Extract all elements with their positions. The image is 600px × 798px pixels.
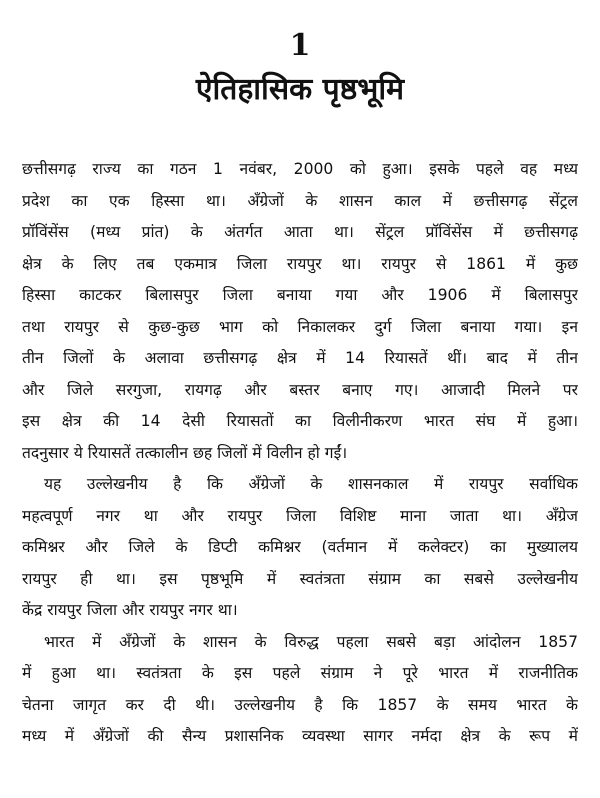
paragraph-1	[22, 154, 578, 469]
text-line: तथा रायपुर से कुछ-कुछ भाग को निकालकर दुर्ग जिला बनाया गया। इन	[22, 317, 578, 336]
text-line: प्रॉविंसेंस (मध्य प्रांत) के अंतर्गत आता था। सेंट्रल प्रॉविंसेंस में छत्तीसगढ़	[22, 223, 578, 241]
text-line: और जिले सरगुजा, रायगढ़ और बस्तर बनाए गए। आजादी मिलने पर	[22, 380, 578, 399]
text-line: केंद्र रायपुर जिला और रायपुर नगर था।	[22, 601, 238, 619]
text-line: महत्वपूर्ण नगर था और रायपुर जिला विशिष्ट माना जाता था। अँग्रेज	[22, 506, 578, 525]
text-line: मध्य में अँग्रेजों की सैन्य प्रशासनिक व्यवस्था सागर नर्मदा क्षेत्र के रूप में	[22, 727, 578, 745]
text-line: चेतना जागृत कर दी थी। उल्लेखनीय है कि 1857 के समय भारत के	[22, 695, 578, 714]
paragraph-2	[22, 469, 578, 627]
text-line: हिस्सा काटकर बिलासपुर जिला बनाया गया और 1906 में बिलासपुर	[22, 286, 578, 304]
text-line: में हुआ था। स्वतंत्रता के इस पहले संग्राम ने पूरे भारत में राजनीतिक	[22, 664, 578, 682]
text-line: प्रदेश का एक हिस्सा था। अँग्रेजों के शासन काल में छत्तीसगढ़ सेंट्रल	[22, 191, 578, 210]
text-line: रायपुर ही था। इस पृष्ठभूमि में स्वतंत्रता संग्राम का सबसे उल्लेखनीय	[22, 569, 578, 588]
text-line: इस क्षेत्र की 14 देसी रियासतों का विलीनीकरण भारत संघ में हुआ।	[22, 412, 578, 430]
text-line: कमिश्नर और जिले के डिप्टी कमिश्नर (वर्तमान में कलेक्टर) का मुख्यालय	[22, 538, 578, 556]
text-line: यह उल्लेखनीय है कि अँग्रेजों के शासनकाल में रायपुर सर्वाधिक	[44, 475, 578, 493]
body-text	[22, 154, 578, 753]
text-line: छत्तीसगढ़ राज्य का गठन 1 नवंबर, 2000 को हुआ। इसके पहले वह मध्य	[22, 160, 578, 178]
text-line: भारत में अँग्रेजों के शासन के विरुद्ध पहला सबसे बड़ा आंदोलन 1857	[44, 632, 578, 651]
paragraph-3	[22, 627, 578, 753]
chapter-number: 1	[289, 28, 311, 63]
text-line: क्षेत्र के लिए तब एकमात्र जिला रायपुर था। रायपुर से 1861 में कुछ	[22, 254, 578, 273]
text-line: तीन जिलों के अलावा छत्तीसगढ़ क्षेत्र में 14 रियासतें थीं। बाद में तीन	[22, 349, 578, 367]
text-line: तदनुसार ये रियासतें तत्कालीन छह जिलों में विलीन हो गईं।	[22, 443, 348, 462]
chapter-title: ऐतिहासिक पृष्ठभूमि	[195, 72, 405, 107]
